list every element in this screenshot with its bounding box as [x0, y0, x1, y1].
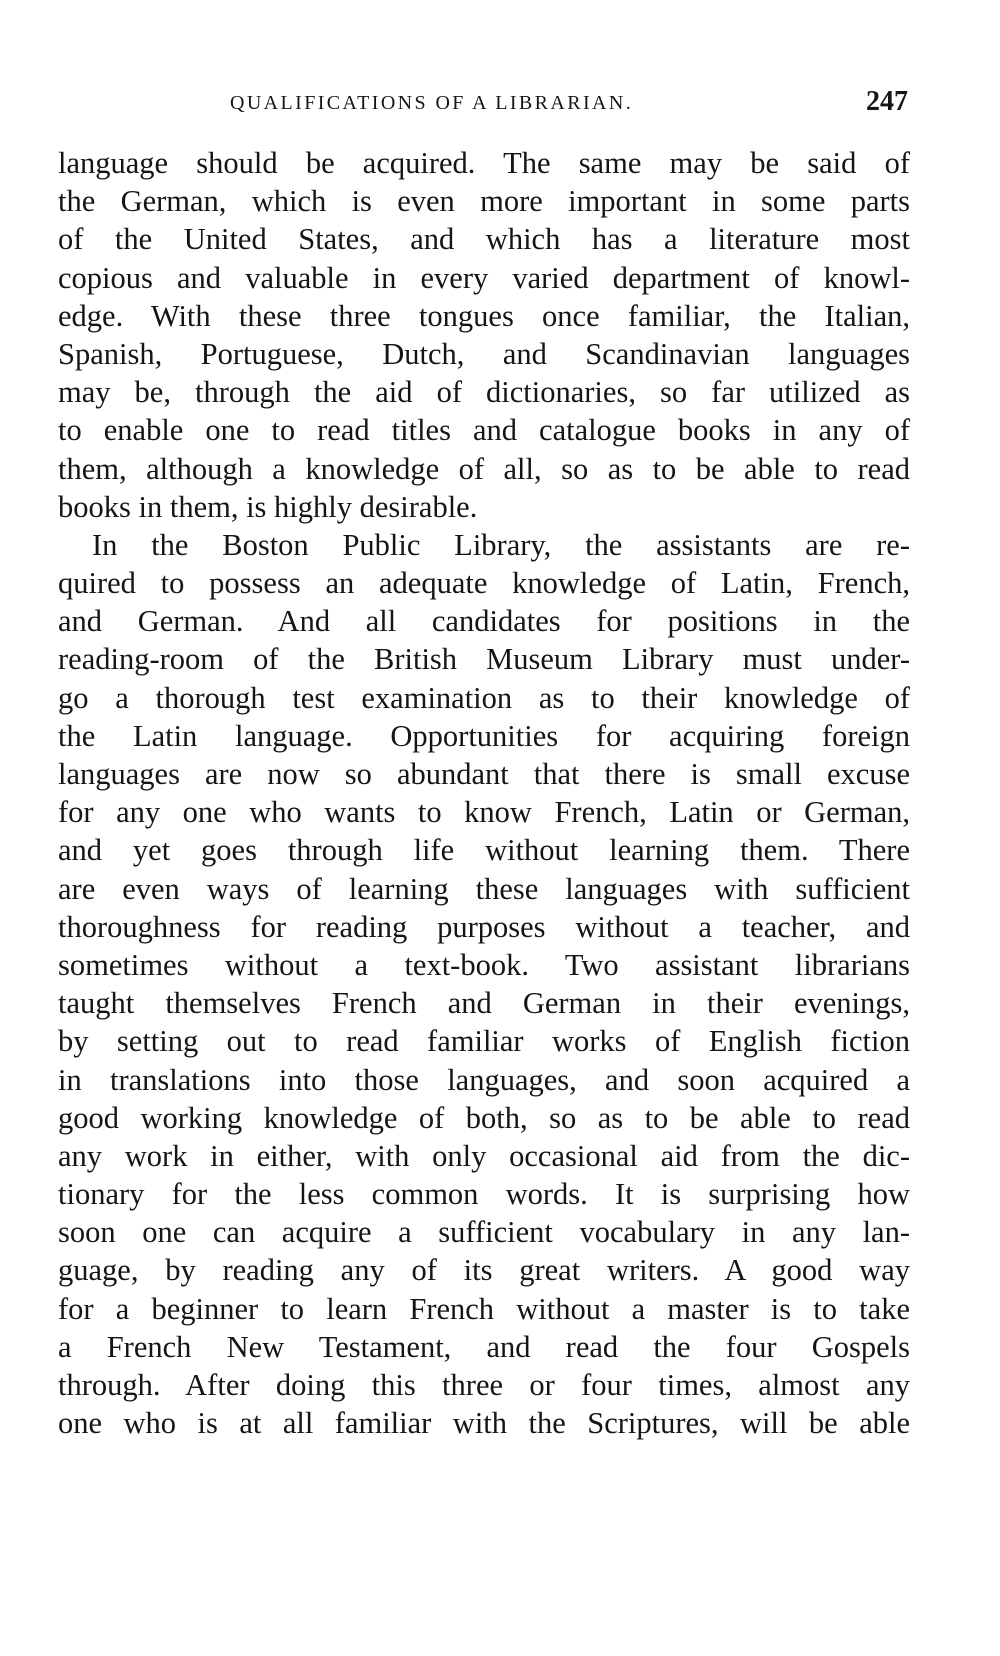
text-line: and yet goes through life without learning them. There	[58, 833, 910, 868]
text-line: edge. With these three tongues once familiar, the Italian,	[58, 298, 910, 333]
text-line: any work in either, with only occasional aid from the dic-	[58, 1138, 910, 1173]
text-line: good working knowledge of both, so as to be able to read	[58, 1100, 910, 1135]
text-line: them, although a knowledge of all, so as to be able to read	[58, 451, 910, 486]
text-line: languages are now so abundant that there is small excuse	[58, 757, 910, 791]
text-line: reading-room of the British Museum Library must under-	[58, 642, 910, 677]
text-line: one who is at all familiar with the Scriptures, will be able	[58, 1406, 910, 1441]
text-line: the German, which is even more important in some parts	[58, 184, 910, 219]
text-line: In the Boston Public Library, the assistants are re-	[92, 527, 910, 562]
text-line: in translations into those languages, and soon acquired a	[58, 1062, 910, 1097]
text-line: quired to possess an adequate knowledge of Latin, French,	[58, 566, 910, 601]
text-line: by setting out to read familiar works of English fiction	[58, 1024, 910, 1059]
text-line: soon one can acquire a sufficient vocabulary in any lan-	[58, 1215, 910, 1250]
text-line: language should be acquired. The same may be said of	[58, 146, 910, 180]
text-line: and German. And all candidates for positions in the	[58, 604, 910, 639]
text-line: a French New Testament, and read the four Gospels	[58, 1329, 910, 1364]
text-line: copious and valuable in every varied department of knowl-	[58, 260, 910, 295]
text-line: taught themselves French and German in their evenings,	[58, 986, 910, 1021]
body-text	[58, 144, 910, 1442]
text-line: are even ways of learning these languages with sufficient	[58, 871, 910, 906]
text-line: books in them, is highly desirable.	[58, 489, 478, 524]
text-line: of the United States, and which has a literature most	[58, 222, 910, 257]
paragraph-2	[58, 526, 910, 1443]
text-line: the Latin language. Opportunities for acquiring foreign	[58, 718, 910, 753]
text-line: for any one who wants to know French, Latin or German,	[58, 795, 910, 830]
paragraph-1	[58, 144, 910, 526]
page-number: 247	[866, 86, 908, 117]
text-line: thoroughness for reading purposes without a teacher, and	[58, 909, 910, 944]
text-line: through. After doing this three or four times, almost any	[58, 1368, 910, 1402]
text-line: for a beginner to learn French without a master is to take	[58, 1291, 910, 1326]
running-head	[60, 86, 908, 126]
text-line: tionary for the less common words. It is surprising how	[58, 1177, 910, 1212]
text-line: may be, through the aid of dictionaries, so far utilized as	[58, 375, 910, 410]
text-line: go a thorough test examination as to their knowledge of	[58, 680, 910, 715]
running-title: QUALIFICATIONS OF A LIBRARIAN.	[230, 92, 634, 114]
text-line: sometimes without a text-book. Two assistant librarians	[58, 947, 910, 982]
text-line: Spanish, Portuguese, Dutch, and Scandinavian languages	[58, 336, 910, 371]
text-line: guage, by reading any of its great writers. A good way	[58, 1253, 910, 1288]
text-line: to enable one to read titles and catalogue books in any of	[58, 413, 910, 448]
